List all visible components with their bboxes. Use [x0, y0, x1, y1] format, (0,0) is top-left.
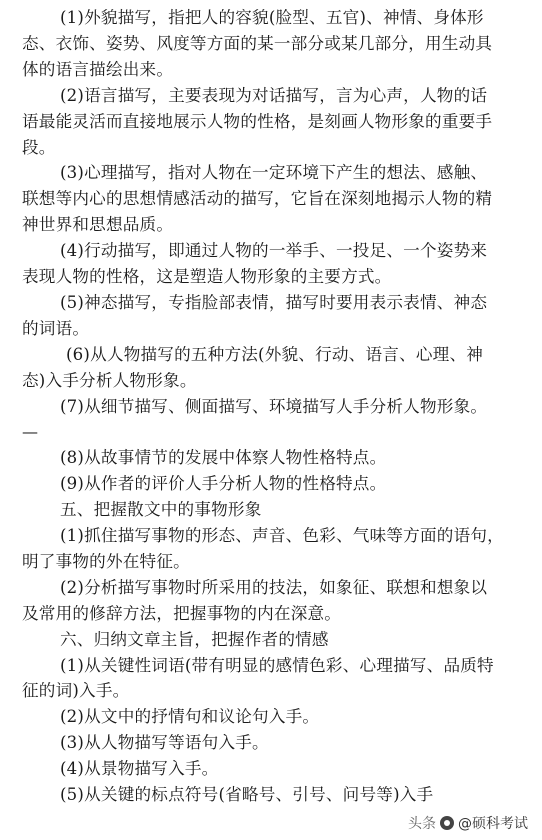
text-line: 段。: [22, 137, 56, 157]
text-line: (3)从人物描写等语句入手。: [60, 733, 269, 753]
watermark: [404, 812, 532, 834]
text-line: 态)入手分析人物形象。: [22, 370, 197, 390]
text-line: (1)抓住描写事物的形态、声音、色彩、气味等方面的语句，: [60, 526, 504, 545]
text-line: (2)语言描写，主要表现为对话描写，言为心声，人物的话: [60, 85, 488, 105]
text-line: 表现人物的性格，这是塑造人物形象的主要方式。: [22, 267, 392, 286]
circle-logo-icon: [440, 816, 454, 830]
text-line: (2)分析描写事物时所采用的技法，如象征、联想和想象以: [60, 577, 488, 597]
text-line: 明了事物的外在特征。: [22, 551, 190, 571]
text-line: (4)行动描写，即通过人物的一举手、一投足、一个姿势来: [60, 241, 488, 261]
watermark-account: @硕科考试: [458, 816, 528, 832]
text-line: 态、衣饰、姿势、风度等方面的某一部分或某几部分，用生动具: [22, 33, 493, 53]
text-line: (5)从关键的标点符号(省略号、引号、问号等)入手: [60, 785, 434, 804]
text-line: 联想等内心的思想情感活动的描写，它旨在深刻地揭示人物的精: [22, 189, 493, 209]
text-line: 神世界和思想品质。: [22, 215, 174, 235]
text-line: 征的词)入手。: [22, 681, 130, 701]
text-line: 体的语言描绘出来。: [22, 59, 174, 79]
text-line: (4)从景物描写入手。: [60, 759, 219, 779]
text-line: (8)从故事情节的发展中体察人物性格特点。: [60, 448, 387, 468]
watermark-platform: 头条: [408, 816, 436, 832]
text-line: 六、归纳文章主旨，把握作者的情感: [60, 629, 329, 649]
text-line: (1)从关键性词语(带有明显的感情色彩、心理描写、品质特: [60, 655, 494, 675]
text-line: (1)外貌描写，指把人的容貌(脸型、五官)、神情、身体形: [60, 8, 484, 27]
text-line: (5)神态描写，专指脸部表情，描写时要用表示表情、神态: [60, 292, 488, 312]
text-line: 语最能灵活而直接地展示人物的性格，是刻画人物形象的重要手: [22, 111, 493, 131]
text-line: 的词语。: [22, 318, 90, 338]
text-line: (7)从细节描写、侧面描写、环境描写人手分析人物形象。: [60, 396, 488, 416]
text-line: 及常用的修辞方法，把握事物的内在深意。: [22, 603, 342, 623]
text-line: (6)从人物描写的五种方法(外貌、行动、语言、心理、神: [66, 344, 484, 364]
text-line: —: [22, 422, 39, 442]
text-line: (3)心理描写，指对人物在一定环境下产生的想法、感触、: [60, 163, 488, 183]
text-line: 五、把握散文中的事物形象: [60, 500, 262, 520]
text-line: (2)从文中的抒情句和议论句入手。: [60, 707, 320, 727]
text-line: (9)从作者的评价人手分析人物的性格特点。: [60, 474, 387, 494]
